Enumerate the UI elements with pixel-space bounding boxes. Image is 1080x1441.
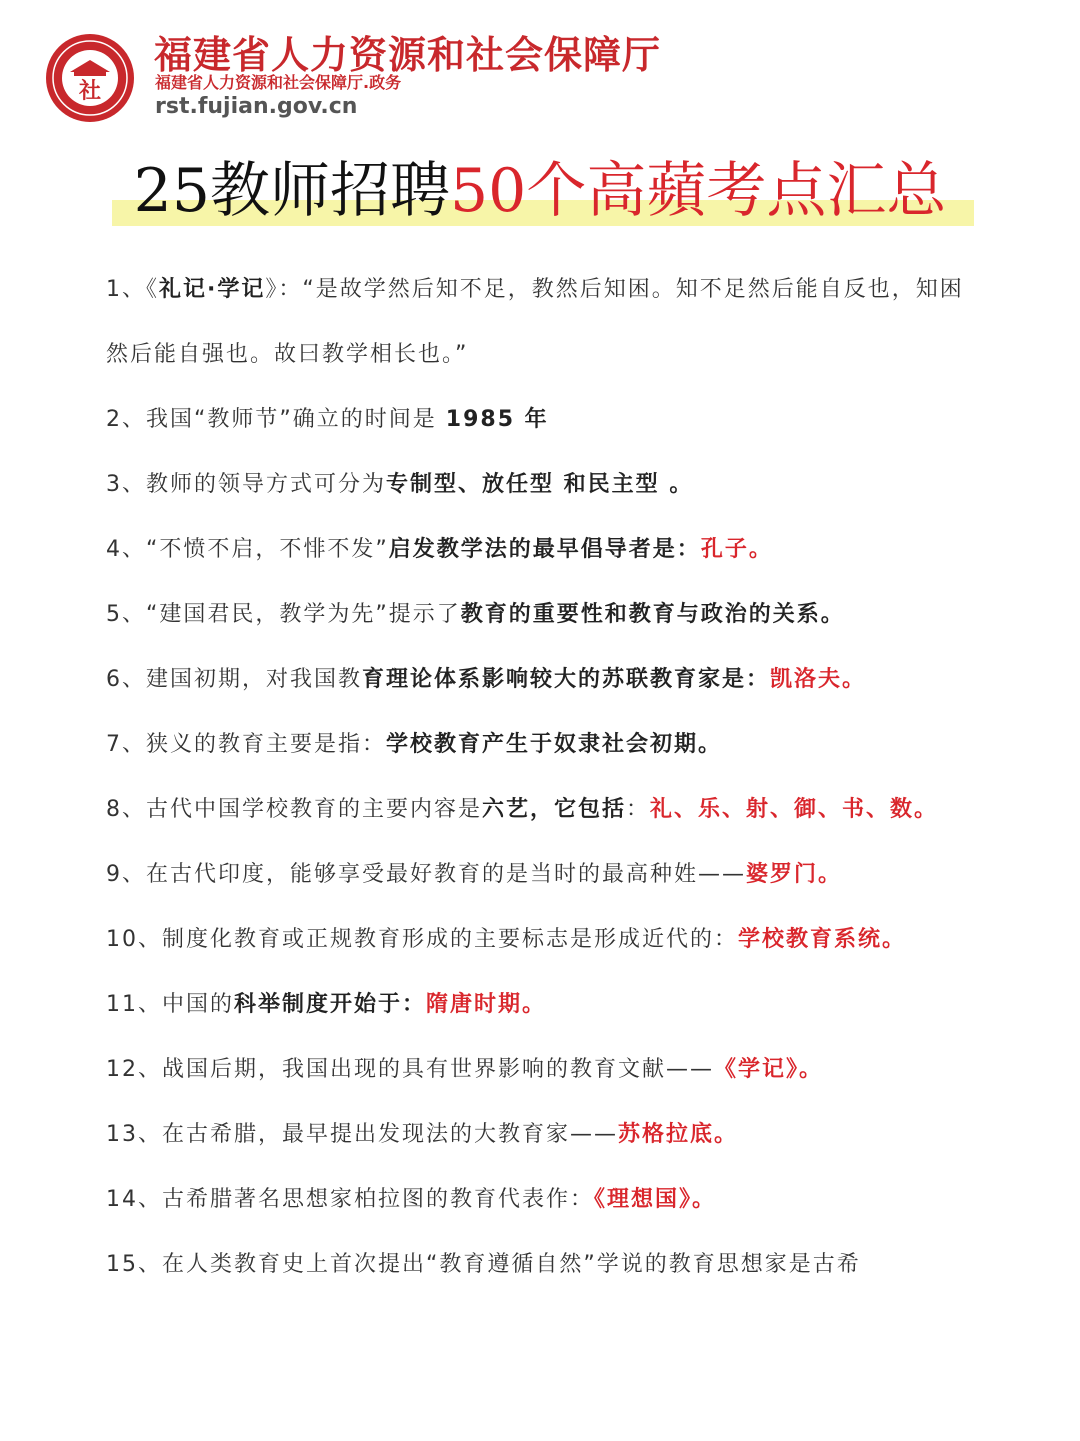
list-item <box>106 387 986 452</box>
item-answer: 《学记》。 <box>714 1057 824 1082</box>
list-item <box>106 452 986 517</box>
knowledge-list <box>106 257 986 1297</box>
item-text: 12、战国后期，我国出现的具有世界影响的教育文献—— <box>106 1057 714 1082</box>
item-text: 10、制度化教育或正规教育形成的主要标志是形成近代的： <box>106 927 738 952</box>
item-bold: 启发教学法的最早倡导者是： <box>388 537 701 562</box>
seal-logo-icon <box>44 32 136 124</box>
item-bold: 科举制度开始于： <box>234 992 427 1017</box>
org-subtitle: 福建省人力资源和社会保障厅.政务 <box>155 73 402 92</box>
title-block <box>0 148 1080 238</box>
item-text: 5、“建国君民，教学为先”提示了 <box>106 602 461 627</box>
list-item <box>106 1037 986 1102</box>
item-text: 3、教师的领导方式可分为 <box>106 472 386 497</box>
item-bold: 学校教育产生于奴隶社会初期。 <box>386 732 723 757</box>
title-part-1: 25教师招聘 <box>133 156 450 226</box>
list-item <box>106 257 986 387</box>
item-bold: 专制型、放任型 和民主型 。 <box>386 472 694 497</box>
list-item <box>106 972 986 1037</box>
page-title <box>0 148 1080 234</box>
item-answer: 婆罗门。 <box>746 862 843 887</box>
item-answer: 凯洛夫。 <box>770 667 867 692</box>
seal-char: 社 <box>78 78 102 104</box>
org-name: 福建省人力资源和社会保障厅 <box>154 32 662 77</box>
list-item <box>106 907 986 972</box>
item-bold: 礼记·学记 <box>159 277 266 302</box>
item-text: 7、狭义的教育主要是指： <box>106 732 386 757</box>
item-bold: 1985 年 <box>445 407 549 432</box>
list-item <box>106 842 986 907</box>
list-item <box>106 1232 986 1297</box>
list-item <box>106 517 986 582</box>
item-answer: 隋唐时期。 <box>426 992 547 1017</box>
item-text: 6、建国初期，对我国教 <box>106 667 362 692</box>
item-text: 8、古代中国学校教育的主要内容是 <box>106 797 482 822</box>
item-text: ： <box>626 797 651 822</box>
list-item <box>106 1102 986 1167</box>
item-text: 13、在古希腊，最早提出发现法的大教育家—— <box>106 1122 618 1147</box>
item-answer: 《理想国》。 <box>594 1187 717 1212</box>
list-item <box>106 777 986 842</box>
item-text: 4、“不愤不启，不悱不发” <box>106 537 389 562</box>
item-text: 11、中国的 <box>106 992 234 1017</box>
list-item <box>106 1167 986 1232</box>
item-answer: 苏格拉底。 <box>618 1122 739 1147</box>
item-text: 14、古希腊著名思想家柏拉图的教育代表作： <box>106 1187 594 1212</box>
title-part-2: 50个高蘋考点汇总 <box>450 156 947 226</box>
header <box>44 22 744 132</box>
list-item <box>106 647 986 712</box>
item-bold: 教育的重要性和教育与政治的关系。 <box>460 602 845 627</box>
list-item <box>106 582 986 647</box>
org-url[interactable]: rst.fujian.gov.cn <box>155 94 358 119</box>
item-text: 1、《 <box>106 277 159 302</box>
item-text: 》：“是故学然后知不足，教然后知困。知不足然后能自反也，知困然后能自强也。故曰教学相长也。” <box>106 277 964 367</box>
list-item <box>106 712 986 777</box>
item-bold: 六艺，它包括 <box>482 797 627 822</box>
item-text: 2、我国“教师节”确立的时间是 <box>106 407 446 432</box>
item-answer: 孔子。 <box>700 537 773 562</box>
item-text: 15、在人类教育史上首次提出“教育遵循自然”学说的教育思想家是古希 <box>106 1252 861 1277</box>
item-answer: 学校教育系统。 <box>738 927 907 952</box>
item-bold: 育理论体系影响较大的苏联教育家是： <box>362 667 771 692</box>
item-text: 9、在古代印度，能够享受最好教育的是当时的最高种姓—— <box>106 862 746 887</box>
item-answer: 礼、乐、射、御、书、数。 <box>650 797 939 822</box>
